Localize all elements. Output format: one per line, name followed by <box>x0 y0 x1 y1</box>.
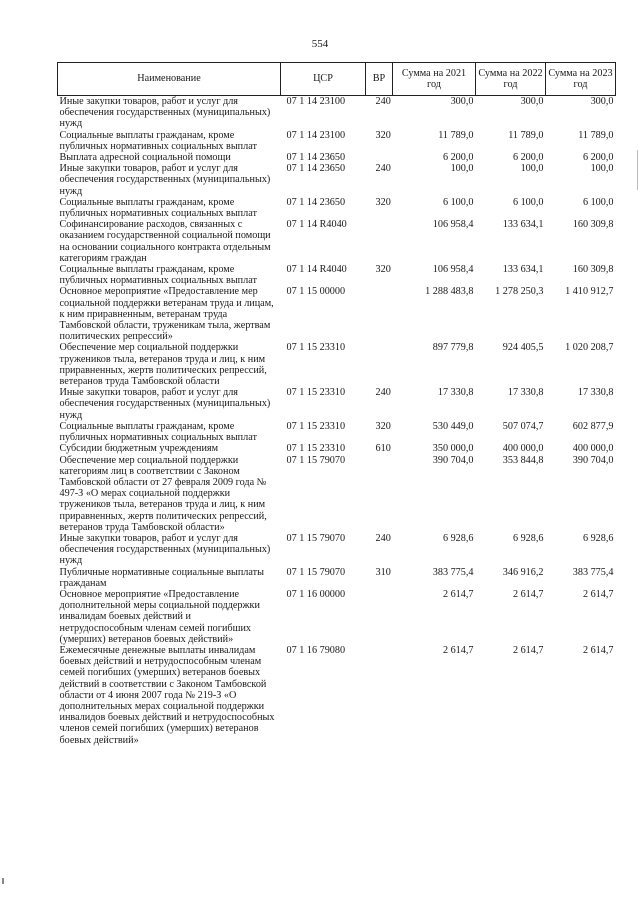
cell-name: Иные закупки товаров, работ и услуг для обеспечения государственных (муниципальных) нужд <box>59 96 271 130</box>
cell-name: Социальные выплаты гражданам, кроме публичных нормативных социальных выплат <box>59 129 257 152</box>
cell-vr <box>366 589 393 645</box>
cell-sum-2022: 2 614,7 <box>512 644 544 656</box>
cell-name: Обеспечение мер социальной поддержки тружеников тыла, ветеранов труда и лиц, к ним приравненных, жертв политических репрессий, ветеранов труда Тамбовской области <box>59 342 267 388</box>
cell-sum-2023: 390 704,0 <box>572 454 614 466</box>
cell-csr: 07 1 14 R4040 <box>286 219 347 231</box>
cell-sum-2023: 2 614,7 <box>582 588 614 600</box>
cell-csr: 07 1 14 23650 <box>286 163 346 175</box>
table-row <box>58 130 616 152</box>
table-row <box>58 264 616 286</box>
cell-sum-2021: 100,0 <box>450 163 474 175</box>
cell-name: Субсидии бюджетным учреждениям <box>59 443 219 455</box>
cell-csr: 07 1 15 23310 <box>286 342 346 354</box>
column-header-csr: ЦСР <box>281 63 366 96</box>
cell-sum-2022: 400 000,0 <box>502 443 544 455</box>
table-row <box>58 342 616 387</box>
page-number: 554 <box>311 38 329 50</box>
cell-sum-2021: 6 100,0 <box>442 196 474 208</box>
cell-name: Иные закупки товаров, работ и услуг для обеспечения государственных (муниципальных) нужд <box>59 163 271 197</box>
cell-sum-2023: 100,0 <box>590 163 614 175</box>
cell-sum-2023: 6 200,0 <box>582 152 614 164</box>
cell-sum-2021: 106 958,4 <box>432 264 474 276</box>
cell-sum-2021: 6 200,0 <box>442 152 474 164</box>
cell-sum-2021: 300,0 <box>450 96 474 107</box>
cell-sum-2022: 507 074,7 <box>502 420 544 432</box>
cell-sum-2022: 133 634,1 <box>502 264 544 276</box>
table-row <box>58 387 616 421</box>
table-row <box>58 455 616 533</box>
cell-csr: 07 1 14 23100 <box>286 129 346 141</box>
cell-vr <box>366 342 393 387</box>
cell-sum-2022: 133 634,1 <box>502 219 544 231</box>
cell-sum-2023: 1 410 912,7 <box>565 286 614 298</box>
cell-sum-2021: 383 775,4 <box>432 566 474 578</box>
cell-sum-2022: 346 916,2 <box>502 566 544 578</box>
cell-sum-2022: 300,0 <box>520 96 544 107</box>
cell-vr <box>366 152 393 163</box>
cell-csr: 07 1 14 23650 <box>286 152 346 164</box>
cell-sum-2021: 106 958,4 <box>432 219 474 231</box>
cell-sum-2022: 6 928,6 <box>512 532 544 544</box>
cell-sum-2023: 160 309,8 <box>572 219 614 231</box>
cell-name: Социальные выплаты гражданам, кроме публичных нормативных социальных выплат <box>59 264 257 287</box>
cell-vr: 610 <box>375 443 391 455</box>
cell-sum-2021: 2 614,7 <box>442 588 474 600</box>
cell-sum-2022: 100,0 <box>520 163 544 175</box>
cell-sum-2021: 17 330,8 <box>437 387 474 399</box>
cell-csr: 07 1 15 79070 <box>286 454 346 466</box>
cell-name: Основное мероприятие «Предоставление мер социальной поддержки ветеранам труда и лицам, к ним приравненным, ветеранам труда Тамбовской области, труженикам тыла, жертвам политических репрессий» <box>59 286 274 343</box>
cell-sum-2022: 353 844,8 <box>502 454 544 466</box>
cell-sum-2023: 300,0 <box>590 96 614 107</box>
cell-sum-2023: 383 775,4 <box>572 566 614 578</box>
cell-sum-2022: 11 789,0 <box>508 129 544 141</box>
budget-table <box>57 62 616 746</box>
cell-vr: 320 <box>375 129 391 141</box>
cell-vr <box>366 645 393 746</box>
cell-sum-2023: 1 020 208,7 <box>565 342 614 354</box>
table-row <box>58 589 616 645</box>
table-row <box>58 197 616 219</box>
cell-sum-2021: 897 779,8 <box>432 342 474 354</box>
cell-sum-2021: 530 449,0 <box>432 420 474 432</box>
cell-sum-2021: 2 614,7 <box>442 644 474 656</box>
cell-sum-2023: 602 877,9 <box>572 420 614 432</box>
cell-sum-2021: 1 288 483,8 <box>425 286 474 298</box>
cell-sum-2023: 2 614,7 <box>582 644 614 656</box>
table-row <box>58 443 616 454</box>
cell-sum-2022: 6 200,0 <box>512 152 544 164</box>
scan-artifact <box>2 878 4 884</box>
cell-csr: 07 1 15 23310 <box>286 443 346 455</box>
cell-vr: 240 <box>375 96 391 107</box>
cell-vr: 240 <box>375 387 391 399</box>
cell-sum-2021: 390 704,0 <box>432 454 474 466</box>
cell-sum-2021: 6 928,6 <box>442 532 474 544</box>
column-header-2022: Сумма на 2022 год <box>476 63 546 96</box>
cell-name: Софинансирование расходов, связанных с оказанием государственной социальной помощи на основании социального контракта отдельным категориям граждан <box>59 219 271 264</box>
cell-vr <box>366 219 393 264</box>
cell-csr: 07 1 15 23310 <box>286 387 346 399</box>
cell-vr: 320 <box>375 420 391 432</box>
cell-csr: 07 1 14 23650 <box>286 196 346 208</box>
scan-artifact <box>637 150 638 190</box>
cell-sum-2023: 17 330,8 <box>577 387 614 399</box>
cell-vr <box>366 286 393 342</box>
column-header-2023: Сумма на 2023 год <box>546 63 616 96</box>
cell-csr: 07 1 15 79070 <box>286 566 346 578</box>
cell-sum-2021: 350 000,0 <box>432 443 474 455</box>
cell-sum-2023: 6 100,0 <box>582 196 614 208</box>
cell-vr: 320 <box>375 264 391 276</box>
cell-sum-2023: 11 789,0 <box>578 129 614 141</box>
cell-name: Ежемесячные денежные выплаты инвалидам боевых действий и нетрудоспособным членам семей погибших (умерших) ветеранов боевых действий в соответствии с Законом Тамбовской области от 4 июня 2007 года № 219-З «О дополнительных мерах социальной поддержки инвалидов боевых действий и нетрудоспособных членов семей погибших (умерших) ветеранов боевых действий» <box>59 644 275 746</box>
cell-csr: 07 1 15 00000 <box>286 286 346 298</box>
cell-sum-2021: 11 789,0 <box>438 129 474 141</box>
table-row <box>58 286 616 342</box>
table-body <box>58 96 616 746</box>
cell-name: Выплата адресной социальной помощи <box>59 152 231 164</box>
cell-sum-2022: 1 278 250,3 <box>495 286 544 298</box>
table-row <box>58 163 616 197</box>
cell-name: Иные закупки товаров, работ и услуг для обеспечения государственных (муниципальных) нужд <box>59 532 271 567</box>
cell-sum-2023: 160 309,8 <box>572 264 614 276</box>
table-row <box>58 645 616 746</box>
table-row <box>58 96 616 130</box>
cell-vr: 240 <box>375 163 391 175</box>
cell-name: Обеспечение мер социальной поддержки категориям лиц в соответствии с Законом Тамбовской области от 27 февраля 2009 года № 497-З «О мерах социальной поддержки тружеников тыла, ветеранов труда и лиц, к ним приравненных, жертв политических репрессий, ветеранов труда Тамбовской области» <box>59 454 267 533</box>
cell-name: Иные закупки товаров, работ и услуг для обеспечения государственных (муниципальных) нужд <box>59 387 271 421</box>
cell-csr: 07 1 15 23310 <box>286 420 346 432</box>
cell-name: Социальные выплаты гражданам, кроме публичных нормативных социальных выплат <box>59 420 257 444</box>
cell-name: Социальные выплаты гражданам, кроме публичных нормативных социальных выплат <box>59 196 257 220</box>
cell-sum-2023: 6 928,6 <box>582 532 614 544</box>
cell-name: Основное мероприятие «Предоставление дополнительной меры социальной поддержки инвалидам боевых действий и нетрудоспособным членам семей погибших (умерших) ветеранов боевых действий» <box>59 588 260 645</box>
cell-sum-2022: 924 405,5 <box>502 342 544 354</box>
cell-vr: 240 <box>375 532 391 544</box>
cell-vr <box>366 455 393 533</box>
cell-vr: 320 <box>375 196 391 208</box>
cell-sum-2022: 6 100,0 <box>512 196 544 208</box>
cell-csr: 07 1 16 79080 <box>286 644 346 656</box>
cell-csr: 07 1 14 23100 <box>286 96 346 107</box>
column-header-vr: ВР <box>366 63 393 96</box>
table-header-row <box>58 63 616 96</box>
cell-sum-2023: 400 000,0 <box>572 443 614 455</box>
cell-sum-2022: 17 330,8 <box>507 387 544 399</box>
cell-csr: 07 1 15 79070 <box>286 532 346 544</box>
column-header-2021: Сумма на 2021 год <box>393 63 476 96</box>
cell-vr: 310 <box>375 566 391 578</box>
column-header-name: Наименование <box>58 63 281 96</box>
cell-csr: 07 1 16 00000 <box>286 588 346 600</box>
table-row <box>58 219 616 264</box>
table-row <box>58 421 616 443</box>
cell-csr: 07 1 14 R4040 <box>286 264 347 276</box>
table-row <box>58 567 616 589</box>
cell-name: Публичные нормативные социальные выплаты гражданам <box>59 566 264 589</box>
table-row <box>58 152 616 163</box>
cell-sum-2022: 2 614,7 <box>512 588 544 600</box>
table-row <box>58 533 616 567</box>
